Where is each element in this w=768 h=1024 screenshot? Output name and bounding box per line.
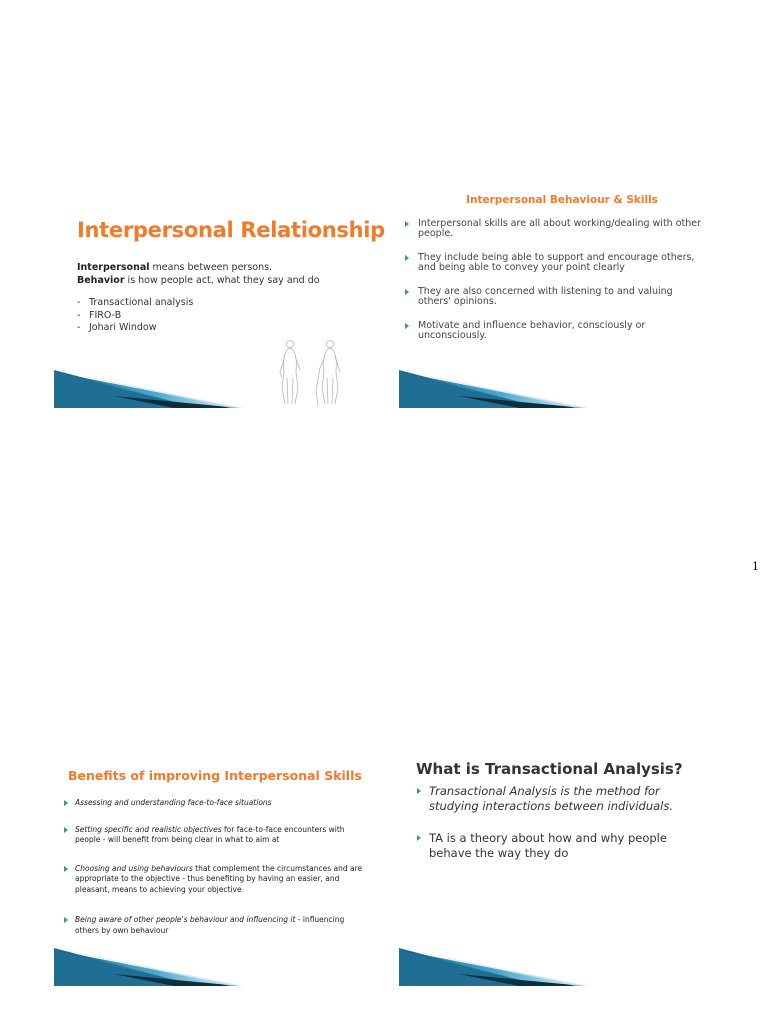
- bullet-arrow-icon: [405, 289, 409, 295]
- topic-list: [77, 297, 193, 335]
- list-item: Setting specific and realistic objectives for face-to-face encounters with people - will benefit from being clear in what to aim at: [64, 825, 364, 846]
- slide-interpersonal-relationship: [54, 190, 385, 408]
- bullet-list: [417, 784, 707, 878]
- slide-title: Interpersonal Relationship: [77, 218, 385, 242]
- page-number: 1: [752, 560, 759, 573]
- list-item: - FIRO-B: [77, 310, 193, 323]
- list-item: Interpersonal skills are all about working/dealing with other people.: [405, 219, 705, 239]
- list-item: Assessing and understanding face-to-face situations: [64, 798, 364, 809]
- slide-benefits-interpersonal-skills: [54, 760, 365, 986]
- list-item: Transactional Analysis is the method for studying interactions between individuals.: [417, 784, 707, 814]
- bullet-arrow-icon: [64, 827, 68, 833]
- bullet-list: [405, 219, 705, 355]
- slide-decoration-swoosh: [54, 370, 345, 408]
- slide-title: Interpersonal Behaviour & Skills: [466, 194, 658, 206]
- bullet-arrow-icon: [417, 788, 421, 794]
- slide-decoration-swoosh: [399, 948, 710, 986]
- definition-interpersonal: Interpersonal means between persons.: [77, 262, 273, 273]
- list-item: They are also concerned with listening to and valuing others' opinions.: [405, 287, 705, 307]
- bullet-arrow-icon: [417, 835, 421, 841]
- slide-decoration-swoosh: [399, 370, 710, 408]
- bullet-arrow-icon: [405, 255, 409, 261]
- bullet-arrow-icon: [405, 323, 409, 329]
- list-item: TA is a theory about how and why people behave the way they do: [417, 831, 707, 861]
- list-item: - Transactional analysis: [77, 297, 193, 310]
- list-item: Choosing and using behaviours that complement the circumstances and are appropriate to the objective - thus benefiting by having an easier, and pleasant, means to achieving your objective: [64, 864, 364, 896]
- list-item: - Johari Window: [77, 322, 193, 335]
- bullet-arrow-icon: [64, 800, 68, 806]
- list-item: They include being able to support and encourage others, and being able to convey your point clearly: [405, 253, 705, 273]
- slide-decoration-swoosh: [54, 948, 365, 986]
- slide-interpersonal-behaviour-skills: [399, 190, 710, 408]
- bullet-list: [64, 798, 364, 936]
- definitions: [77, 261, 320, 287]
- list-item: Motivate and influence behavior, consciously or unconsciously.: [405, 321, 705, 341]
- slide-title: What is Transactional Analysis?: [416, 760, 683, 778]
- bullet-arrow-icon: [64, 917, 68, 923]
- definition-behavior: Behavior is how people act, what they say and do: [77, 275, 320, 286]
- list-item: Being aware of other people's behaviour and influencing it - influencing others by own behaviour: [64, 915, 364, 936]
- slide-title: Benefits of improving Interpersonal Skills: [68, 768, 362, 783]
- slide-what-is-transactional-analysis: [399, 760, 710, 986]
- bullet-arrow-icon: [64, 866, 68, 872]
- bullet-arrow-icon: [405, 221, 409, 227]
